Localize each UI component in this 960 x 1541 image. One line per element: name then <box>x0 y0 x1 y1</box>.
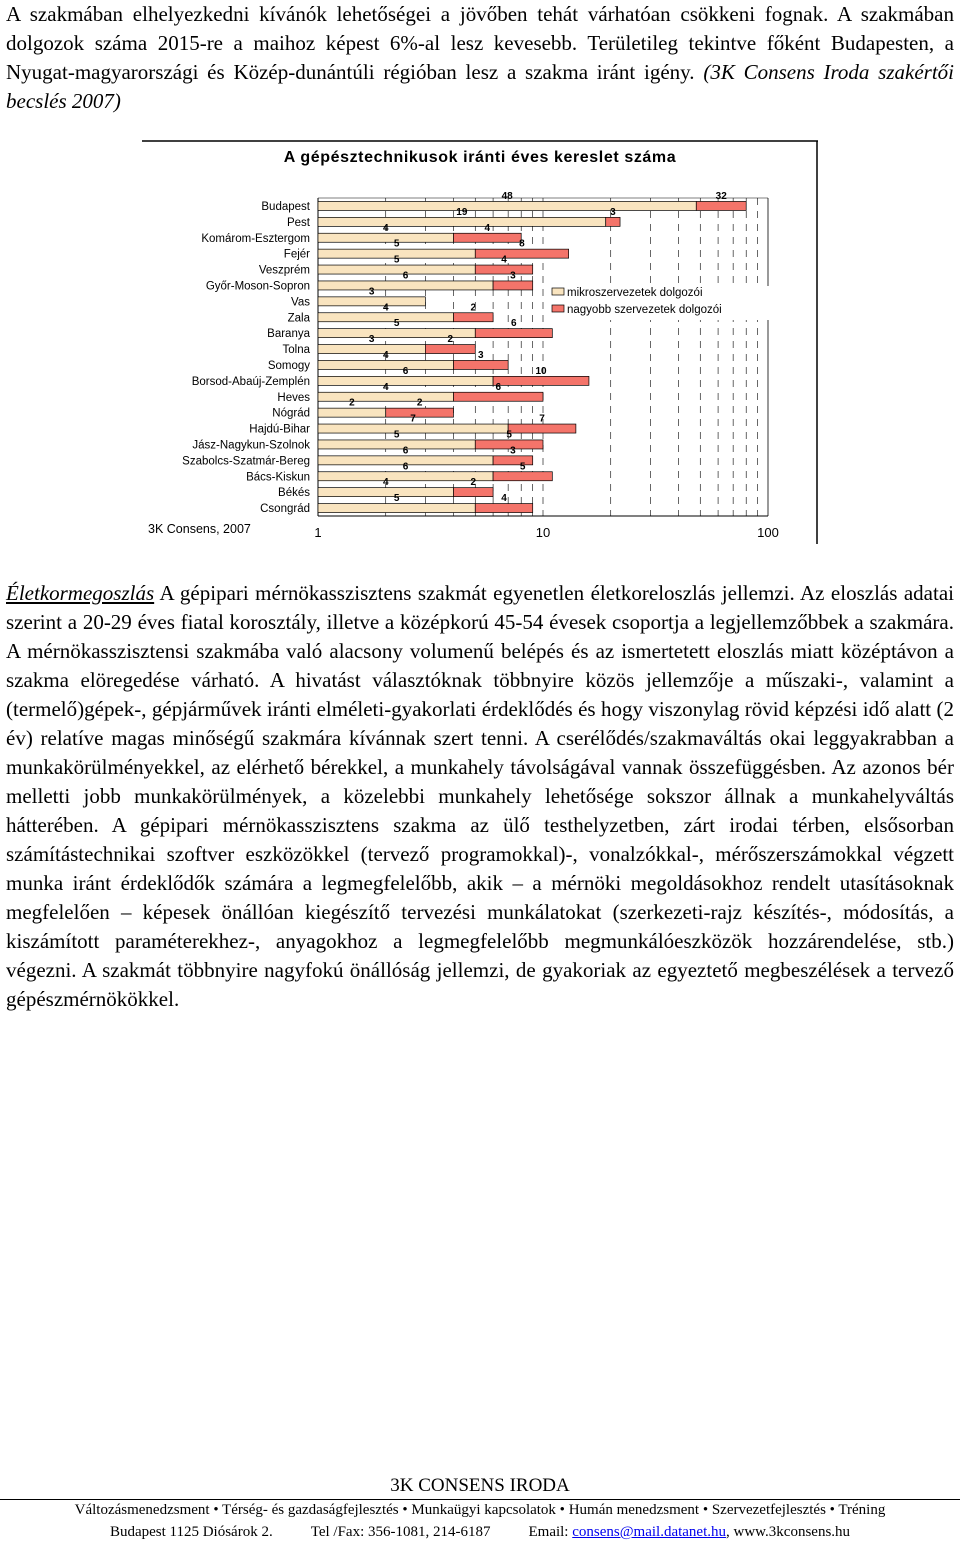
x-tick-label: 10 <box>535 525 551 540</box>
category-label: Baranya <box>267 328 310 341</box>
data-label-micro: 6 <box>402 365 409 377</box>
data-label-large: 4 <box>501 254 507 266</box>
legend-swatch-micro <box>552 288 564 295</box>
intro-paragraph <box>6 0 954 116</box>
data-label-micro: 19 <box>456 206 468 218</box>
demand-chart <box>142 140 818 544</box>
category-label: Heves <box>277 391 310 404</box>
body-text: A gépipari mérnökasszisztens szakmát egyenetlen életkoreloszlás jellemzi. Az eloszlás adatai szerint a 20-29 éves fiatal korosztály, illetve a középkorú 45-54 évesek csoportja a legjellemzőbbek a szakmára. A mérnökasszisztensi szakmába való alacsony volumenű belépés és az ismertetett eloszlás miatt középtávon a szakma elöregedése várható. A hivatást választóknak többnyire közös jellemzője a műszaki-, valamint a (termelő)gépek-, gépjárművek iránti elméleti-gyakorlati érdeklődés és hogy viszonylag rövid képzési idő alatt (2 év) relatíve magas minőségű szakmára kívánnak szert tenni. A cserélődés/szakmaváltás okai leggyakrabban a munkakörülményekkel, az elérhető bérekkel, a munkahely távolságával vannak összefüggésben. Az azonos bér melletti jobb munkakörülmények, a közelebbi munkahely lehetősége sokszor állnak a munkahelyváltás hátterében. A gépipari mérnökasszisztens szakma az ülő testhelyzetben, zárt irodai térben, elsősorban számítástechnikai szoftver eszközökkel (tervező programokkal)-, vonalzókkal-, mérőszerszámokkal végzett munka iránt érdeklődők számára a legmegfelelőbb, akik – a mérnöki megoldásokhoz rendelt utasításoknak megfelelően – képesek önállóan kiegészítő tervezési munkálatokat (szerkezeti-rajz készítés-, módosítás, a kiszámított paraméterekhez-, anyagokhoz a legmegfelelőbb megmunkálóeszközök hozzárendelése, stb.) végezni. A szakmát többnyire nagyfokú önállóság jellemzi, de gyakoriak az egyeztető megbeszélések a tervező gépészmérnökökkel. <box>6 581 954 1011</box>
data-label-large: 4 <box>484 222 491 234</box>
data-label-large: 2 <box>447 334 454 346</box>
data-label-micro: 4 <box>382 222 389 234</box>
legend-swatch-large <box>552 305 564 312</box>
bar-micro <box>318 392 453 401</box>
data-label-micro: 5 <box>393 238 400 250</box>
data-label-large: 6 <box>495 381 502 393</box>
bar-micro <box>318 201 696 210</box>
demand-chart-svg <box>142 140 818 544</box>
bar-large <box>475 329 552 338</box>
x-tick-label: 100 <box>757 525 779 540</box>
data-label-micro: 7 <box>410 413 416 425</box>
footer-phone: Tel /Fax: 356-1081, 214-6187 <box>310 1524 491 1540</box>
category-label: Veszprém <box>258 264 310 277</box>
bar-micro <box>318 281 493 290</box>
bar-micro <box>318 440 475 449</box>
data-label-micro: 4 <box>382 381 389 393</box>
bar-micro <box>318 408 386 417</box>
bar-large <box>493 376 589 385</box>
bar-micro <box>318 488 453 497</box>
data-label-micro: 3 <box>368 286 375 298</box>
bar-micro <box>318 217 606 226</box>
category-label: Hajdú-Bihar <box>249 423 310 436</box>
data-label-large: 8 <box>519 238 525 250</box>
bar-large <box>493 281 533 290</box>
category-label: Szabolcs-Szatmár-Bereg <box>182 455 310 468</box>
footer-email-label: Email: <box>528 1524 569 1540</box>
bar-large <box>493 472 552 481</box>
bar-micro <box>318 424 508 433</box>
bar-large <box>475 504 532 513</box>
bar-large <box>475 249 568 258</box>
bar-micro <box>318 504 475 513</box>
bar-micro <box>318 360 453 369</box>
bar-large <box>425 345 475 354</box>
category-label: Győr-Moson-Sopron <box>205 280 310 293</box>
data-label-large: 3 <box>610 206 616 218</box>
bar-large <box>453 313 493 322</box>
bar-large <box>696 201 746 210</box>
data-label-micro: 6 <box>402 270 409 282</box>
footer-email-link[interactable]: consens@mail.datanet.hu <box>572 1524 727 1540</box>
data-label-micro: 48 <box>501 190 513 202</box>
category-label: Zala <box>287 312 310 325</box>
data-label-large: 4 <box>501 493 507 505</box>
legend-label-large: nagyobb szervezetek dolgozói <box>567 304 722 316</box>
category-label: Nógrád <box>272 407 310 420</box>
footer-title: 3K CONSENS IRODA <box>390 1475 570 1496</box>
data-label-large: 7 <box>539 413 545 425</box>
footer-contact <box>0 1523 960 1541</box>
data-label-large: 6 <box>511 318 517 330</box>
data-label-micro: 4 <box>382 349 389 361</box>
bar-large <box>453 392 543 401</box>
legend-label-micro: mikroszervezetek dolgozói <box>567 287 703 299</box>
category-label: Tolna <box>282 344 310 357</box>
category-label: Csongrád <box>260 503 310 516</box>
body-paragraph <box>6 579 954 1014</box>
bar-micro <box>318 233 453 242</box>
data-label-micro: 4 <box>382 302 389 314</box>
footer-address: Budapest 1125 Diósárok 2. <box>109 1524 273 1540</box>
chart-title: A gépésztechnikusok iránti éves kereslet száma <box>283 149 677 166</box>
data-label-large: 10 <box>535 365 547 377</box>
data-label-micro: 5 <box>393 493 400 505</box>
section-lead: Életkormegoszlás <box>6 581 155 605</box>
category-label: Borsod-Abaúj-Zemplén <box>191 375 310 388</box>
bar-micro <box>318 345 425 354</box>
intro-text: A szakmában elhelyezkedni kívánók lehetőségei a jövőben tehát várhatóan csökkeni fognak. A szakmában dolgozok száma 2015-re a maihoz képest 6%-al lesz kevesebb. Területileg tekintve főként Budapesten, a Nyugat-magyarországi és Közép-dunántúli régióban lesz a szakma iránt igény. <box>6 2 954 84</box>
data-label-micro: 5 <box>393 429 400 441</box>
bar-large <box>606 217 620 226</box>
chart-source-label: 3K Consens, 2007 <box>148 522 251 536</box>
data-label-micro: 6 <box>402 461 409 473</box>
category-label: Komárom-Esztergom <box>201 232 310 245</box>
data-label-large: 3 <box>478 349 484 361</box>
data-label-large: 2 <box>416 397 423 409</box>
category-label: Pest <box>286 216 310 229</box>
data-label-large: 2 <box>470 302 477 314</box>
category-label: Vas <box>291 296 310 309</box>
bar-micro <box>318 265 475 274</box>
footer-services: Változásmenedzsment • Térség- és gazdaságfejlesztés • Munkaügyi kapcsolatok • Humán menedzsment • Szervezetfejlesztés • Tréning <box>74 1502 886 1518</box>
category-label: Jász-Nagykun-Szolnok <box>192 439 310 452</box>
data-label-micro: 3 <box>368 334 375 346</box>
category-label: Fejér <box>283 248 310 261</box>
data-label-large: 32 <box>715 190 727 202</box>
data-label-micro: 5 <box>393 318 400 330</box>
bar-large <box>386 408 454 417</box>
data-label-micro: 5 <box>393 254 400 266</box>
bar-large <box>493 456 533 465</box>
data-label-large: 3 <box>510 445 516 457</box>
bar-micro <box>318 376 493 385</box>
bar-large <box>453 488 493 497</box>
data-label-large: 3 <box>510 270 516 282</box>
category-label: Bács-Kiskun <box>246 471 310 484</box>
bar-large <box>453 360 508 369</box>
category-label: Budapest <box>261 200 310 213</box>
data-label-large: 5 <box>519 461 526 473</box>
bar-micro <box>318 313 453 322</box>
footer-divider <box>0 1499 960 1500</box>
data-label-large: 5 <box>506 429 512 441</box>
x-tick-label: 1 <box>314 525 322 540</box>
bar-micro <box>318 472 493 481</box>
footer-website: , www.3kconsens.hu <box>726 1524 851 1540</box>
category-label: Somogy <box>267 359 310 372</box>
bar-large <box>508 424 576 433</box>
bar-micro <box>318 297 425 306</box>
category-label: Békés <box>278 487 310 500</box>
bar-large <box>453 233 521 242</box>
bar-large <box>475 265 532 274</box>
data-label-large: 2 <box>470 477 477 489</box>
data-label-micro: 6 <box>402 445 409 457</box>
intro-source: (3K Consens Iroda szakértői becslés 2007) <box>6 60 954 113</box>
data-label-micro: 2 <box>349 397 355 409</box>
data-label-micro: 4 <box>382 477 389 489</box>
